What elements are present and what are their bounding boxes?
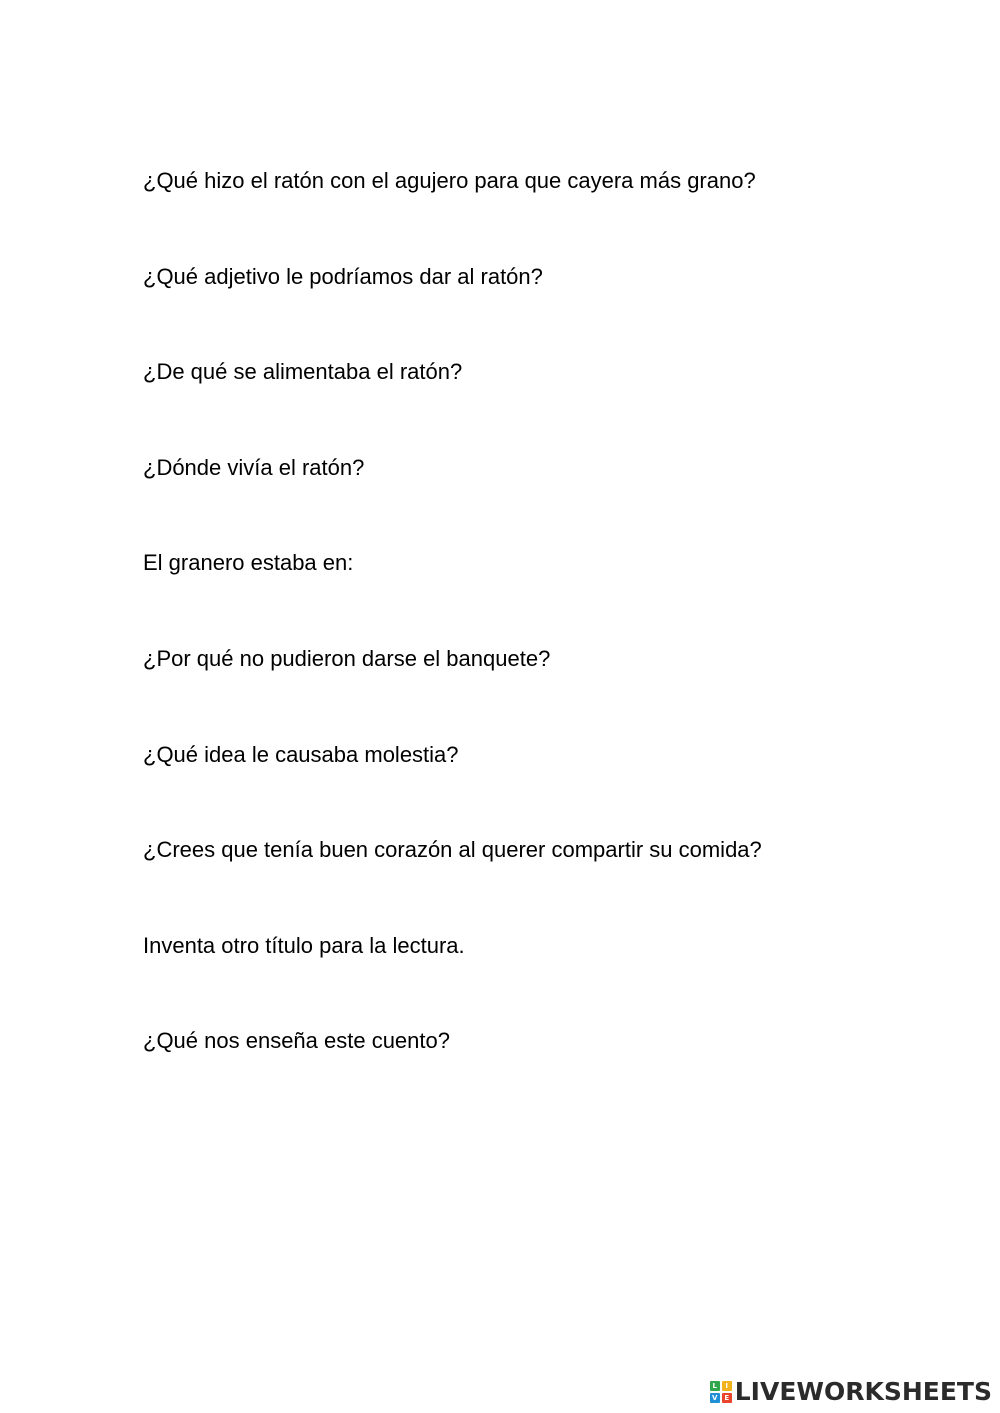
logo-letter-l: L bbox=[710, 1381, 720, 1391]
liveworksheets-logo-icon bbox=[710, 1381, 732, 1403]
question-4: ¿Dónde vivía el ratón? bbox=[143, 454, 365, 480]
question-2: ¿Qué adjetivo le podríamos dar al ratón? bbox=[143, 263, 543, 289]
liveworksheets-brand bbox=[710, 1377, 992, 1407]
question-list bbox=[143, 166, 762, 1122]
logo-letter-e: E bbox=[722, 1393, 732, 1403]
question-6: ¿Por qué no pudieron darse el banquete? bbox=[143, 645, 551, 671]
question-3: ¿De qué se alimentaba el ratón? bbox=[143, 359, 463, 385]
question-9: Inventa otro título para la lectura. bbox=[143, 932, 465, 958]
brand-wordmark: LIVEWORKSHEETS bbox=[734, 1377, 992, 1406]
question-5: El granero estaba en: bbox=[143, 550, 354, 576]
logo-letter-i: I bbox=[722, 1381, 732, 1391]
question-10: ¿Qué nos enseña este cuento? bbox=[143, 1028, 450, 1054]
question-1: ¿Qué hizo el ratón con el agujero para que cayera más grano? bbox=[143, 168, 756, 193]
question-8: ¿Crees que tenía buen corazón al querer compartir su comida? bbox=[143, 837, 762, 863]
question-7: ¿Qué idea le causaba molestia? bbox=[143, 741, 459, 767]
logo-letter-v: V bbox=[710, 1393, 720, 1403]
